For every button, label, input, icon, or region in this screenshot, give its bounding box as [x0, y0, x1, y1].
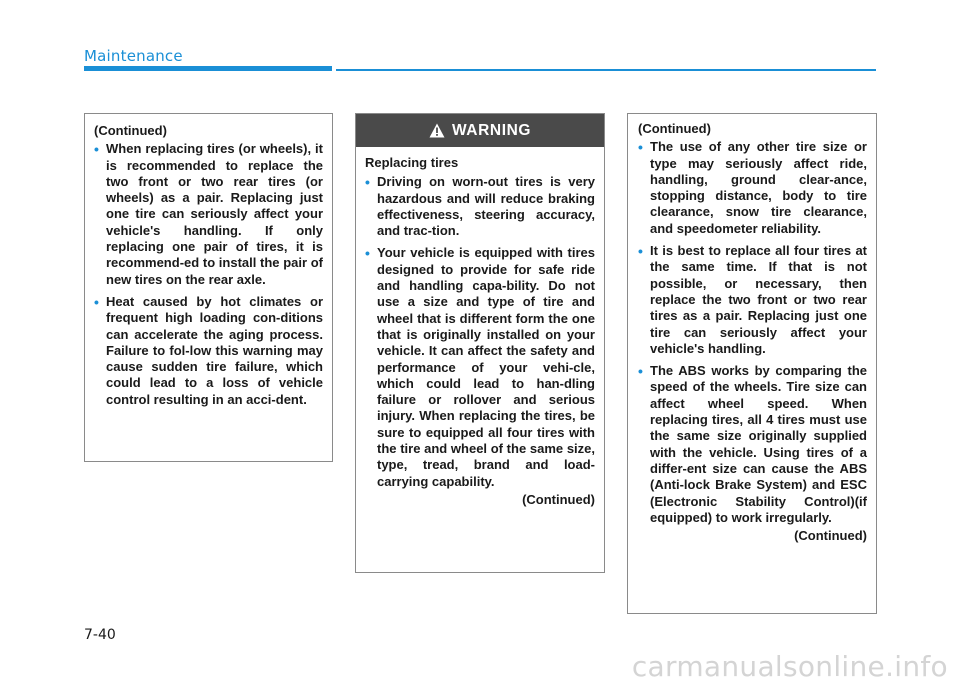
bullet-list [365, 174, 595, 490]
list-item-text: The ABS works by comparing the speed of the wheels. Tire size can affect wheel speed. When replacing tires, all 4 tires must use the same size originally supplied with the vehicle. Using tires of a differ-ent size can cause the ABS (Anti-lock Brake System) and ESC (Electronic Stability Control)(if equipped) to work irregularly. [650, 363, 867, 525]
watermark-text: carmanualsonline.info [631, 650, 948, 683]
warning-body [356, 147, 604, 508]
bullet-dot-icon: • [94, 293, 99, 310]
header-accent-bar [84, 66, 332, 71]
bullet-list [94, 141, 323, 408]
bullet-dot-icon: • [638, 243, 643, 260]
continued-label: (Continued) [94, 123, 167, 138]
warning-header [356, 114, 604, 147]
page-number: 7-40 [84, 627, 116, 643]
bullet-dot-icon: • [638, 363, 643, 380]
bullet-dot-icon: • [365, 245, 370, 262]
warning-triangle-icon [429, 123, 445, 138]
list-item-text: The use of any other tire size or type may seriously affect ride, handling, ground clear-ance, stopping distance, body to tire clearance, snow tire clearance, and speedometer reliability. [650, 139, 867, 236]
list-item-text: It is best to replace all four tires at the same time. If that is not possible, or necessary, then replace the two front or two rear tires as a pair. Replacing just one tire can seriously affect your vehicle's handling. [650, 243, 867, 356]
continued-end-label: (Continued) [522, 491, 595, 507]
continued-box-left [84, 113, 333, 462]
bullet-list [638, 139, 867, 526]
list-item [365, 174, 595, 239]
continued-box-right [627, 113, 877, 614]
list-item-text: Heat caused by hot climates or frequent high loading con-ditions can accelerate the aging process. Failure to fol-low this warning may cause sudden tire failure, which could lead to a loss of vehicle control resulting in an acci-dent. [106, 293, 323, 407]
list-item-text: When replacing tires (or wheels), it is recommended to replace the two front or two rear tires (or wheels) as a pair. Replacing just one tire can seriously affect your vehicle's handling. If only replacing one pair of tires, it is recommend-ed to install the pair of new tires on the rear axle. [106, 141, 323, 287]
header-rule [336, 69, 876, 71]
bullet-dot-icon: • [94, 141, 99, 158]
list-item [638, 363, 867, 526]
list-item-text: Driving on worn-out tires is very hazardous and will reduce braking effectiveness, steering accuracy, and trac-tion. [377, 174, 595, 239]
warning-label: WARNING [451, 121, 532, 139]
bullet-dot-icon: • [638, 139, 643, 156]
list-item [638, 139, 867, 237]
list-item [94, 294, 323, 408]
warning-heading: Replacing tires [365, 155, 459, 170]
list-item-text: Your vehicle is equipped with tires designed to provide for safe ride and handling capa-bility. Do not use a size and type of tire and wheel that is different form the one that is originally installed on your vehicle. It can affect the safety and performance of your vehi-cle, which could lead to han-dling failure or rollover and serious injury. When replacing the tires, be sure to equipped all four tires with the tire and wheel of the same size, type, tread, brand and load-carrying capability. [377, 245, 595, 489]
section-title: Maintenance [84, 47, 183, 65]
continued-label: (Continued) [638, 121, 711, 136]
list-item [94, 141, 323, 288]
warning-box [355, 113, 605, 573]
bullet-dot-icon: • [365, 174, 370, 191]
list-item [638, 243, 867, 357]
list-item [365, 245, 595, 489]
continued-end-label: (Continued) [794, 528, 867, 544]
